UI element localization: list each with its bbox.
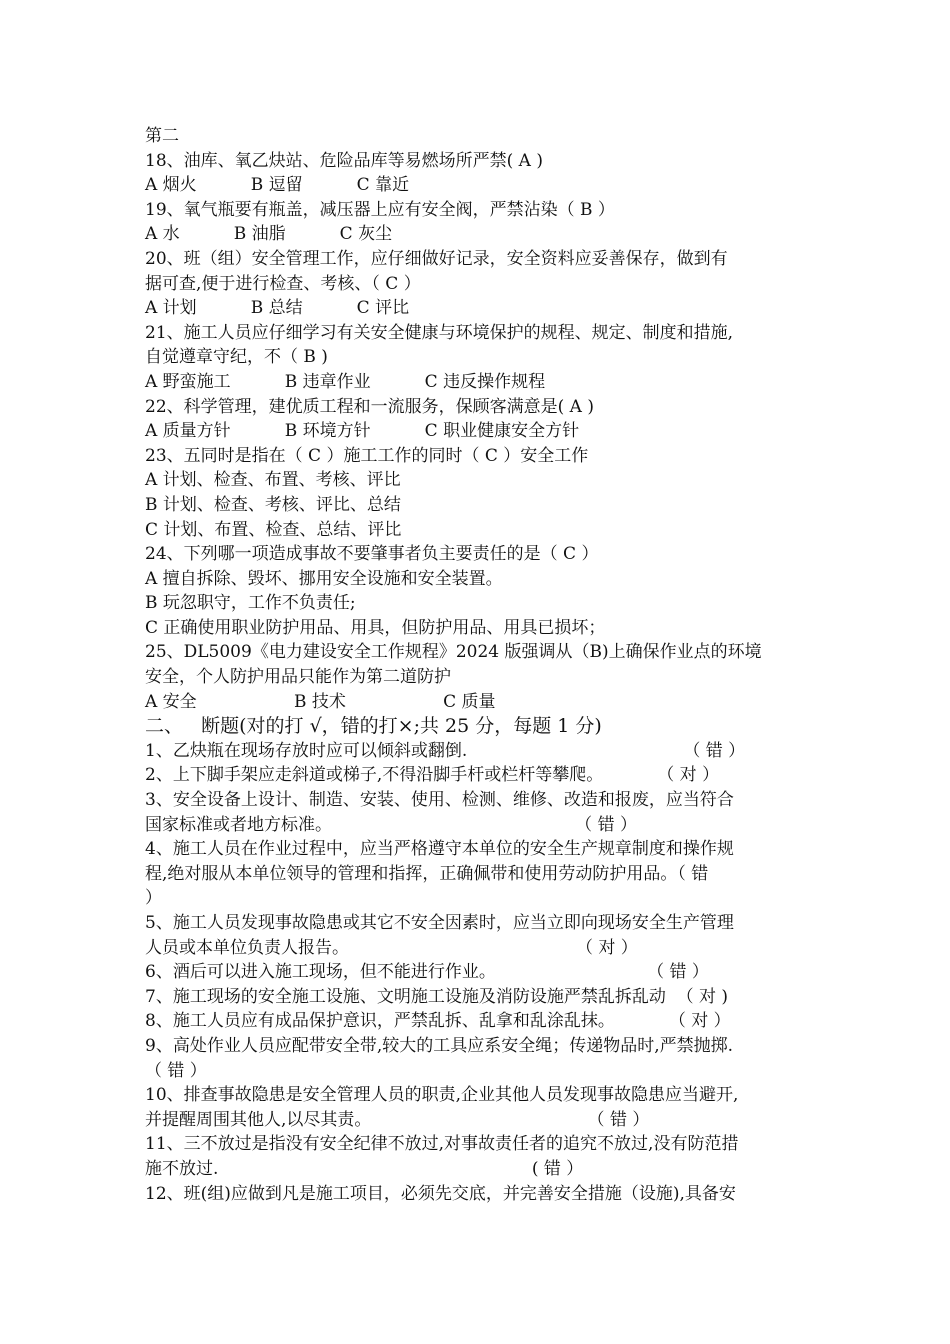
text-line: 7、施工现场的安全施工设施、文明施工设施及消防设施严禁乱拆乱动 （ 对 ) — [145, 986, 729, 1007]
text-line: 11、三不放过是指没有安全纪律不放过,对事故责任者的追究不放过,没有防范措 — [145, 1134, 739, 1155]
text-line: 施不放过. ( 错 ） — [145, 1158, 584, 1179]
text-line: 6、酒后可以进入施工现场，但不能进行作业。 （ 错 ） — [145, 962, 709, 983]
text-line: 第二 — [145, 126, 179, 146]
text-line: A 计划、检查、布置、考核、评比 — [145, 470, 401, 491]
text-line: 23、五同时是指在（ C ）施工工作的同时（ C ）安全工作 — [145, 445, 589, 466]
text-line: 24、下列哪一项造成事故不要肇事者负主要责任的是（ C ） — [145, 544, 599, 565]
text-line: A 野蛮施工 B 违章作业 C 违反操作规程 — [145, 371, 546, 392]
text-line: 据可查,便于进行检查、考核、（ C ） — [145, 273, 421, 294]
text-line: 18、油库、氧乙炔站、危险品库等易燃场所严禁( A ) — [145, 150, 543, 171]
text-line: 10、排查事故隐患是安全管理人员的职责,企业其他人员发现事故隐患应当避开, — [145, 1085, 739, 1106]
text-line: B 玩忽职守，工作不负责任; — [145, 593, 356, 614]
text-line: 2、上下脚手架应走斜道或梯子,不得沿脚手杆或栏杆等攀爬。 （ 对 ） — [145, 765, 720, 786]
text-line: 22、科学管理，建优质工程和一流服务，保顾客满意是( A ) — [145, 396, 594, 417]
text-line: 12、班(组)应做到凡是施工项目，必须先交底，并完善安全措施（设施),具备安 — [145, 1183, 736, 1204]
text-line: （ 错 ） — [145, 1060, 207, 1081]
text-line: C 计划、布置、检查、总结、评比 — [145, 519, 402, 540]
text-line: A 安全 B 技术 C 质量 — [145, 691, 496, 712]
text-line: 8、施工人员应有成品保护意识，严禁乱拆、乱拿和乱涂乱抹。 （ 对 ） — [145, 1011, 731, 1032]
text-line: 21、施工人员应仔细学习有关安全健康与环境保护的规程、规定、制度和措施, — [145, 322, 734, 343]
text-line: 20、班（组）安全管理工作，应仔细做好记录，安全资料应妥善保存，做到有 — [145, 248, 728, 269]
text-line: 4、施工人员在作业过程中，应当严格遵守本单位的安全生产规章制度和操作规 — [145, 839, 734, 860]
text-line: 程,绝对服从本单位领导的管理和指挥，正确佩带和使用劳动防护用品。（ 错 — [145, 863, 709, 884]
text-line: 19、氧气瓶要有瓶盖，减压器上应有安全阀，严禁沾染（ B ） — [145, 199, 615, 220]
text-line: 1、乙炔瓶在现场存放时应可以倾斜或翻倒. （ 错 ） — [145, 740, 746, 761]
text-line: C 正确使用职业防护用品、用具，但防护用品、用具已损坏； — [145, 617, 606, 638]
text-line: 25、DL5009《电力建设安全工作规程》2024 版强调从（B)上确保作业点的环境 — [145, 642, 762, 663]
text-line: 安全，个人防护用品只能作为第二道防护 — [145, 667, 451, 688]
text-line: 自觉遵章守纪，不（ B ) — [145, 347, 328, 368]
text-line: A 质量方针 B 环境方针 C 职业健康安全方针 — [145, 421, 580, 442]
text-line: 5、施工人员发现事故隐患或其它不安全因素时，应当立即向现场安全生产管理 — [145, 913, 734, 933]
text-line: 3、安全设备上设计、制造、安装、使用、检测、维修、改造和报废，应当符合 — [145, 790, 734, 811]
text-line: A 擅自拆除、毁坏、挪用安全设施和安全装置。 — [145, 568, 503, 589]
text-line: A 烟火 B 逗留 C 靠近 — [145, 175, 410, 196]
text-line: ） — [145, 888, 162, 909]
text-line: A 计划 B 总结 C 评比 — [145, 298, 410, 319]
text-line: 并提醒周围其他人,以尽其责。 （ 错 ） — [145, 1109, 650, 1130]
text-line: 国家标准或者地方标准。 （ 错 ） — [145, 814, 637, 835]
text-line: 9、高处作业人员应配带安全带,较大的工具应系安全绳；传递物品时,严禁抛掷. — [145, 1035, 734, 1056]
text-line: 人员或本单位负责人报告。 （ 对 ） — [145, 937, 638, 958]
document-body — [145, 124, 815, 1206]
text-line: 二、 断题(对的打 √，错的打×;共 25 分，每题 1 分) — [145, 715, 602, 738]
text-line: B 计划、检查、考核、评比、总结 — [145, 494, 401, 515]
text-line: A 水 B 油脂 C 灰尘 — [145, 224, 393, 245]
